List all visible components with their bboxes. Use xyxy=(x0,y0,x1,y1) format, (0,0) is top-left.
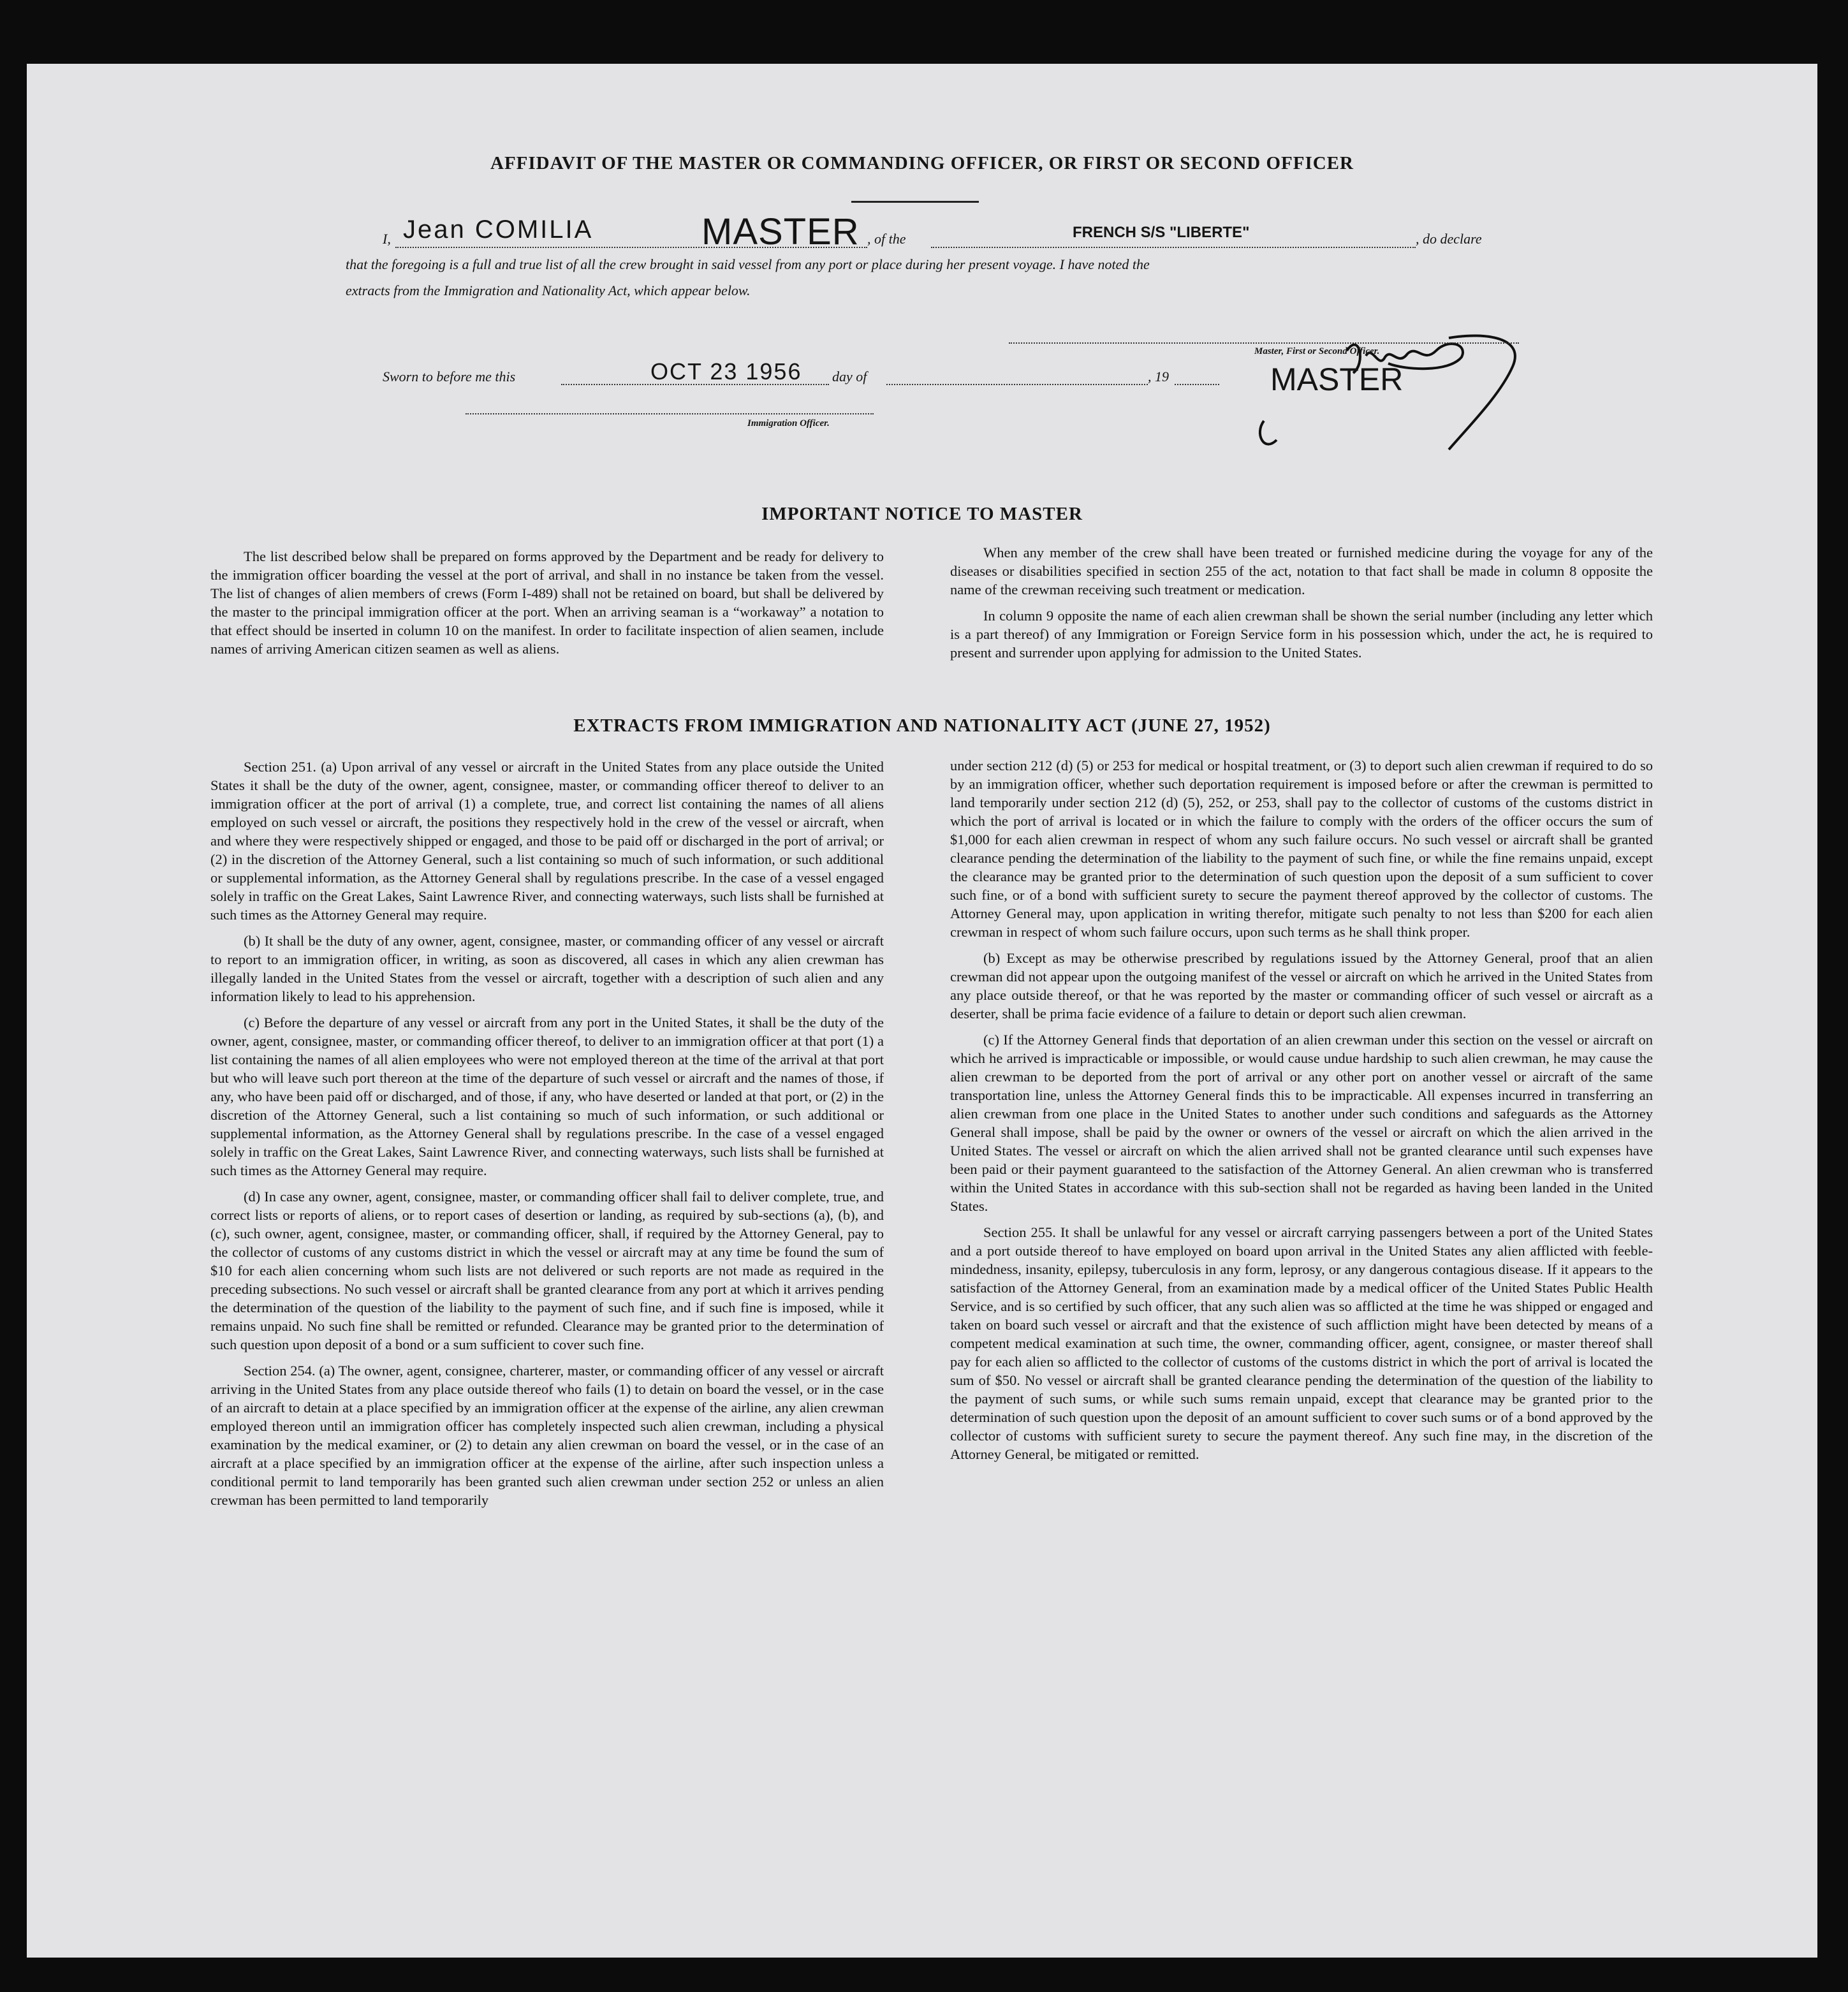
affidavit-title: AFFIDAVIT OF THE MASTER OR COMMANDING OFFICER, OR FIRST OR SECOND OFFICER xyxy=(490,153,1354,173)
extracts-right-column xyxy=(950,756,1653,1471)
immigration-officer-label: Immigration Officer. xyxy=(747,418,830,428)
vessel-line xyxy=(931,247,1416,248)
year-label: , 19 xyxy=(1148,369,1169,384)
notice-right-paragraph-2: In column 9 opposite the name of each alien crewman shall be shown the serial number (including any letter which is a part thereof) of any Immigration or Foreign Service form in his possession which, under the act, he is required to present and surrender upon applying for admission to the United States. xyxy=(950,608,1653,661)
extracts-title: EXTRACTS FROM IMMIGRATION AND NATIONALITY ACT (JUNE 27, 1952) xyxy=(573,715,1271,736)
officer-title: MASTER xyxy=(1270,362,1404,397)
sworn-date-stamp: OCT 23 1956 xyxy=(650,358,802,384)
day-of-label: day of xyxy=(832,369,867,384)
day-of-line xyxy=(886,384,1148,385)
title-rule xyxy=(851,201,979,203)
document-page xyxy=(27,64,1817,1958)
signature-line xyxy=(1009,342,1519,344)
section-254-b: (b) Except as may be otherwise prescribed by regulations issued by the Attorney General, proof that an alien crewman did not appear upon the outgoing manifest of the vessel or aircraft on which he arrived in the United States from any place outside thereof, or that he was reported by the master or commanding officer of such vessel or aircraft as a deserter, shall be prima facie evidence of a failure to detain or deport such alien crewman. xyxy=(950,950,1653,1022)
notice-right-paragraph-1: When any member of the crew shall have been treated or furnished medicine during the voyage for any of the diseases or disabilities specified in section 255 of the act, notation to that fact shall be made in column 8 opposite the name of the crewman receiving such treatment or medication. xyxy=(950,545,1653,597)
section-251-c: (c) Before the departure of any vessel or aircraft from any port in the United States, it shall be the duty of the owner, agent, consignee, master, or commanding officer thereof, to deliver to an immigration officer at that port (1) a list containing the names of all alien employees who were not employed thereon at the time of the arrival at that port but who will leave such port thereon at the time of the departure of such vessel or aircraft and the names of those, if any, who have been paid off or discharged, and of those, if any, who have deserted or landed at that port, or (2) in the discretion of the Attorney General, such a list containing so much of such information, or such additional or supplemental information, as the Attorney General shall by regulations prescribe. In the case of a vessel engaged solely in traffic on the Great Lakes, Saint Lawrence River, and connecting waterways, such lists shall be furnished at such times as the Attorney General may require. xyxy=(210,1014,884,1178)
officer-label: Master, First or Second Officer. xyxy=(1254,346,1380,356)
declaration-line-2: that the foregoing is a full and true list of all the crew brought in said vessel from any port or place during her present voyage. I have noted the xyxy=(346,256,1150,272)
year-line xyxy=(1175,384,1219,385)
section-251-a: Section 251. (a) Upon arrival of any vessel or aircraft in the United States from any place outside the United States it shall be the duty of the owner, agent, consignee, master, or commanding officer thereof to deliver to an immigration officer at the port of arrival (1) a complete, true, and correct list containing the names of all aliens employed on such vessel or aircraft, the positions they respectively hold in the crew of the vessel or aircraft, when and where they were respectively shipped or engaged, and those to be paid off or discharged in the port of arrival; or (2) in the discretion of the Attorney General, such a list containing so much of such information, or such additional or supplemental information, as the Attorney General shall by regulations prescribe. In the case of a vessel engaged solely in traffic on the Great Lakes, Saint Lawrence River, and connecting waterways, such lists shall be furnished at such times as the Attorney General may require. xyxy=(210,759,884,923)
master-rank: MASTER xyxy=(701,211,860,253)
do-declare-label: , do declare xyxy=(1416,231,1482,247)
section-255: Section 255. It shall be unlawful for any vessel or aircraft carrying passengers between a port of the United States and a port outside thereof to have employed on board upon arrival in the United States any alien afflicted with feeble-mindedness, insanity, epilepsy, tuberculosis in any form, leprosy, or any dangerous contagious disease. If it appears to the satisfaction of the Attorney General, from an examination made by a medical officer of the United States Public Health Service, and is so certified by such officer, that any such alien was so afflicted at the time he was shipped or engaged and taken on board such vessel or aircraft and that the existence of such affliction might have been detected by means of a competent medical examination at such time, the owner, commanding officer, agent, consignee, or master thereof shall pay for each alien so afflicted to the collector of customs of the customs district in which the port of arrival is located the sum of $50. No vessel or aircraft shall be granted clearance pending the determination of the question of the liability to the payment of such sums, or while such sums remain unpaid, except that clearance may be granted prior to the determination of such question upon the deposit of an amount sufficient to cover such sums or of a bond approved by the collector of customs with sufficient surety to secure the payment thereof. Any such fine may, in the discretion of the Attorney General, be mitigated or remitted. xyxy=(950,1224,1653,1462)
section-254-c: (c) If the Attorney General finds that deportation of an alien crewman under this section on the vessel or aircraft on which he arrived is impracticable or impossible, or would cause undue hardship to such alien crewman, he may cause the alien crewman to be deported from the port of arrival or any other port on another vessel or aircraft of the same transportation line, unless the Attorney General finds this to be impracticable. All expenses incurred in transferring an alien crewman from one place in the United States to another under such conditions and safeguards as the Attorney General shall impose, shall be paid by the owner or owners of the vessel or aircraft on which the alien arrived in the United States. The vessel or aircraft on which the alien arrived shall not be granted clearance until such expenses have been paid or their payment guaranteed to the satisfaction of the Attorney General. An alien crewman who is transferred within the United States in accordance with this sub-section shall not be regarded as having been landed in the United States. xyxy=(950,1032,1653,1214)
notice-left-column xyxy=(210,547,884,666)
i-label: I, xyxy=(383,231,391,247)
immigration-officer-line xyxy=(466,413,874,414)
section-254-a-continued: under section 212 (d) (5) or 253 for medical or hospital treatment, or (3) to deport such alien crewman if required to do so by an immigration officer, whether such deportation requirement is imposed before or after the crewman is permitted to land temporarily under section 212 (d) (5), 252, or 253, shall pay to the collector of customs of the customs district in which the port of arrival is located or in which the failure to comply with the orders of the officer occurs the sum of $1,000 for each alien crewman in respect of whom any such failure occurs. No such vessel or aircraft shall be granted clearance pending the determination of the liability to the payment of such fine, or while the fine remains unpaid, except the clearance may be granted prior to the determination of such question upon the deposit of a sum sufficient to cover such fine, or of a bond with sufficient surety to secure the payment thereof approved by the collector of customs. The Attorney General may, upon application in writing therefor, mitigate such penalty to not less than $200 for each alien crewman in respect of whom such failure occurs, upon such terms as he shall think proper. xyxy=(950,758,1653,940)
vessel-name: FRENCH S/S "LIBERTE" xyxy=(1073,224,1250,241)
notice-title: IMPORTANT NOTICE TO MASTER xyxy=(761,504,1083,524)
notice-left-paragraph: The list described below shall be prepared on forms approved by the Department and be ready for delivery to the immigration officer boarding the vessel at the port of arrival, and shall in no instance be taken from the vessel. The list of changes of alien members of crews (Form I-489) shall not be retained on board, but shall be delivered by the master to the principal immigration officer at the port. When an arriving seaman is a “workaway” a notation to that effect should be inserted in column 10 on the manifest. In order to facilitate inspection of alien seamen, include names of arriving American citizen seamen as well as aliens. xyxy=(210,548,884,657)
notice-right-column xyxy=(950,543,1653,670)
extracts-left-column xyxy=(210,758,884,1517)
declaration-line-3: extracts from the Immigration and Nationality Act, which appear below. xyxy=(346,282,751,298)
sworn-label: Sworn to before me this xyxy=(383,369,516,384)
of-the-label: , of the xyxy=(867,231,906,247)
master-signature xyxy=(1258,261,1564,453)
section-251-b: (b) It shall be the duty of any owner, agent, consignee, master, or commanding officer of any vessel or aircraft to report to an immigration officer, in writing, as soon as discovered, all cases in which any alien crewman has illegally landed in the United States from the vessel or aircraft, together with a description of such alien and any information likely to lead to his apprehension. xyxy=(210,933,884,1004)
section-251-d: (d) In case any owner, agent, consignee, master, or commanding officer shall fail to deliver complete, true, and correct lists or reports of aliens, or to report cases of desertion or landing, as required by sub-sections (a), (b), and (c), such owner, agent, consignee, master, or commanding officer, shall, if required by the Attorney General, pay to the collector of customs of any customs district in which the vessel or aircraft may at any time be found the sum of $10 for each alien concerning whom such lists are not delivered or such reports are not made as required in the preceding subsections. No such vessel or aircraft shall be granted clearance from any port at which it arrives pending the determination of the question of the liability to the payment of such fine, and if such fine is imposed, while it remains unpaid. No such fine shall be remitted or refunded. Clearance may be granted prior to the determination of such question upon deposit of a bond or a sum sufficient to cover such fine. xyxy=(210,1189,884,1352)
section-254-a: Section 254. (a) The owner, agent, consignee, charterer, master, or commanding officer of any vessel or aircraft arriving in the United States from any place outside thereof who fails (1) to detain on board the vessel, or in the case of an aircraft to detain at a place specified by an immigration officer at the expense of the airline, any alien crewman employed thereon until an immigration officer has completely inspected such alien crewman, including a physical examination by the medical examiner, or (2) to detain any alien crewman on board the vessel, or in the case of an aircraft at a place specified by an immigration officer at the expense of the airline, after such inspection unless a conditional permit to land temporarily has been granted such alien crewman under section 252 or unless an alien crewman has been permitted to land temporarily xyxy=(210,1363,884,1508)
master-name: Jean COMILIA xyxy=(403,216,594,244)
